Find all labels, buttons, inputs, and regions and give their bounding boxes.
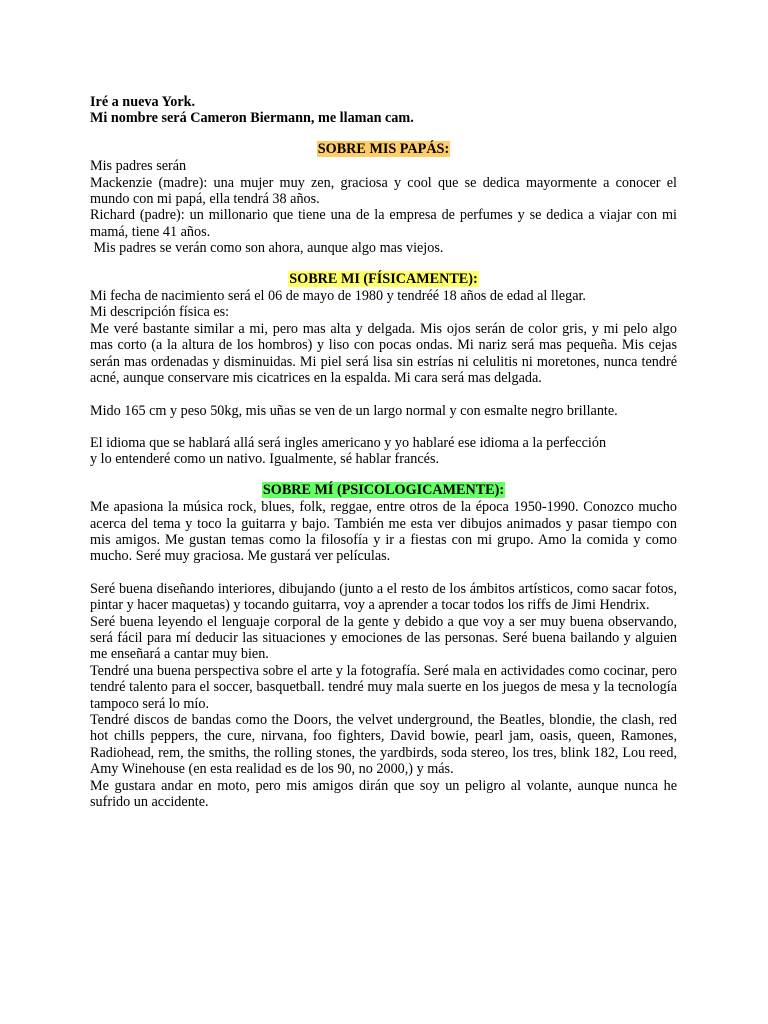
psico-paragraph-moto: Me gustara andar en moto, pero mis amigos dirán que soy un peligro al volante, aunque nunca he sufrido un accidente. — [90, 777, 677, 811]
fisico-paragraph-measures: Mido 165 cm y peso 50kg, mis uñas se ven de un largo normal y con esmalte negro brillante. — [90, 402, 618, 419]
document-body — [90, 94, 677, 810]
fisico-line-2: Mi descripción física es: — [90, 304, 230, 321]
psico-paragraph-body-language: Seré buena leyendo el lenguaje corporal de la gente y debido a que voy a ser muy buena observando, será fácil para mí deducir las situaciones y emociones de las personas. Seré buena bailando y alguien me enseñará a cantar muy bien. — [90, 613, 677, 663]
papas-line-1: Mis padres serán — [90, 158, 187, 175]
fisico-language-line-1: El idioma que se hablará allá será ingles americano y yo hablaré ese idioma a la perfección — [90, 434, 607, 451]
heading-highlight-papas: SOBRE MIS PAPÁS: — [317, 140, 450, 157]
section-heading-fisico — [90, 271, 677, 287]
fisico-language-line-2: y lo entenderé como un nativo. Igualmente, sé hablar francés. — [90, 451, 440, 468]
spacer — [90, 565, 677, 581]
spacer — [90, 419, 677, 435]
papas-line-4: Mis padres se verán como son ahora, aunque algo mas viejos. — [90, 240, 444, 257]
papas-line-3: Richard (padre): un millonario que tiene una de la empresa de perfumes y se dedica a viajar con mi mamá, tiene 41 años. — [90, 207, 677, 240]
heading-highlight-fisico: SOBRE MI (FÍSICAMENTE): — [289, 270, 478, 287]
spacer — [90, 387, 677, 403]
psico-paragraph-perspective: Tendré una buena perspectiva sobre el arte y la fotografía. Seré mala en actividades como cocinar, pero tendré talento para el soccer, basquetball. tendré muy mala suerte en los juegos de mesa y la tecnología tampoco será lo mío. — [90, 662, 677, 712]
intro-line-1: Iré a nueva York. — [90, 94, 196, 110]
section-heading-psico — [90, 482, 677, 498]
psico-paragraph-music: Me apasiona la música rock, blues, folk, reggae, entre otros de la época 1950-1990. Conozco mucho acerca del tema y toco la guitarra y bajo. También me esta ver dibujos animados y pasar tiempo con mis amigos. Me gustan temas como la filosofía y ir a fiestas con mi grupo. Amo la comida y como mucho. Seré muy graciosa. Me gustará ver películas. — [90, 499, 677, 565]
fisico-line-1: Mi fecha de nacimiento será el 06 de mayo de 1980 y tendréé 18 años de edad al llegar. — [90, 288, 586, 305]
psico-paragraph-design: Seré buena diseñando interiores, dibujando (junto a el resto de los ámbitos artísticos, como sacar fotos, pintar y hacer maquetas) y tocando guitarra, voy a aprender a tocar todos los riffs de Jimi Hendrix. — [90, 580, 677, 614]
psico-paragraph-records: Tendré discos de bandas como the Doors, the velvet underground, the Beatles, blondie, the clash, red hot chills peppers, the cure, nirvana, foo fighters, David bowie, pearl jam, oasis, queen, Ramones, Radiohead, rem, the smiths, the rolling stones, the yardbirds, soda stereo, los tres, blink 182, Lou reed, Amy Winehouse (en esta realidad es de los 90, no 2000,) y más. — [90, 712, 677, 778]
heading-highlight-psico: SOBRE MÍ (PSICOLOGICAMENTE): — [262, 481, 505, 498]
papas-line-2: Mackenzie (madre): una mujer muy zen, graciosa y cool que se dedica mayormente a conocer el mundo con mi papá, ella tendrá 38 años. — [90, 174, 677, 208]
section-heading-papas — [90, 141, 677, 157]
intro-line-2: Mi nombre será Cameron Biermann, me llaman cam. — [90, 110, 414, 127]
fisico-paragraph-description: Me veré bastante similar a mi, pero mas alta y delgada. Mis ojos serán de color gris, y mi pelo algo mas corto (a la altura de los hombros) y liso con pocas ondas. Mi nariz será mas pequeña. Mis cejas serán mas ordenadas y disminuidas. Mi piel será lisa sin estrías ni celulitis ni moretones, nunca tendré acné, aunque conservare mis cicatrices en la espalda. Mi cara será mas delgada. — [90, 320, 677, 387]
